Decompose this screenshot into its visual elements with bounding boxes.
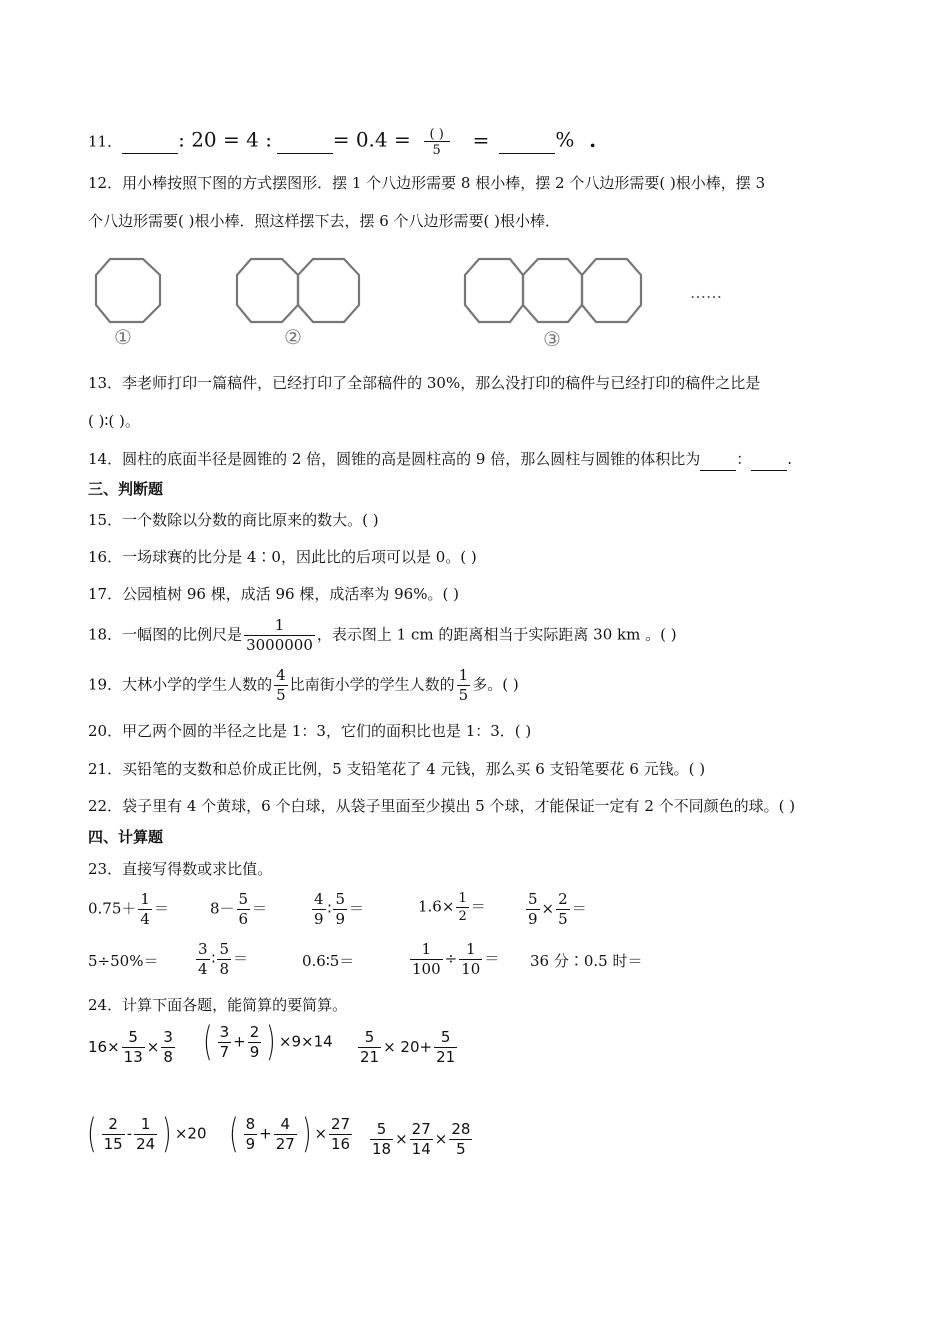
- figure-label-3: ③: [543, 327, 561, 351]
- q24-expr-4: ( $\frac{2}{15}$ - $\frac{1}{24}$ ) ×20: [87, 1111, 207, 1157]
- q11-eq: =: [472, 127, 490, 152]
- q23-item-10: 36 分∶0.5 时＝: [530, 952, 643, 970]
- q11-percent: %: [555, 127, 575, 152]
- figure-label-1: ①: [114, 325, 132, 349]
- blank: [499, 131, 555, 154]
- question-21: 21．买铅笔的支数和总价成正比例，5 支铅笔花了 4 元钱，那么买 6 支铅笔要花 6 元钱。( ): [88, 760, 706, 778]
- q23-item-6: 5÷50%＝: [88, 952, 159, 970]
- q24-title: 24．计算下面各题，能简算的要简算。: [88, 996, 348, 1014]
- q23-item-3: $\frac{4}{9}$ ∶ $\frac{5}{9}$ ＝: [314, 890, 365, 928]
- question-15: 15．一个数除以分数的商比原来的数大。( ): [88, 511, 379, 529]
- blank: [277, 131, 333, 154]
- q13-line2: ( )∶( )。: [88, 412, 140, 430]
- q23-item-5: $\frac{5}{9}$ × $\frac{2}{5}$ ＝: [528, 890, 587, 928]
- q23-item-4: 1.6× $\frac{1}{2}$ ＝: [418, 891, 486, 924]
- q19-pre: 19．大林小学的学生人数的: [88, 675, 273, 694]
- octagon-figures: [0, 250, 950, 355]
- q13-line1: 13．李老师打印一篇稿件，已经打印了全部稿件的 30%，那么没打印的稿件与已经打印的稿件之比是: [88, 374, 761, 392]
- q11-number: 11．: [88, 132, 123, 151]
- octagon-figure-1: [96, 259, 160, 322]
- q24-expr-1: 16× $\frac{5}{13}$ × $\frac{3}{8}$: [88, 1028, 173, 1066]
- q23-item-9: $\frac{1}{100}$ ÷ $\frac{1}{10}$ ＝: [412, 940, 500, 978]
- q23-item-1: 0.75＋ $\frac{1}{4}$ ＝: [88, 890, 169, 928]
- q12-line2: 个八边形需要( )根小棒．照这样摆下去，摆 6 个八边形需要( )根小棒．: [88, 212, 561, 230]
- figure-ellipsis: ……: [690, 283, 722, 302]
- octagon-figure-3: [465, 259, 641, 322]
- scale-fraction: $\frac{1}{3000000}$: [246, 616, 313, 654]
- blank: [700, 448, 736, 471]
- q11-dot: .: [589, 127, 597, 152]
- question-18: [88, 618, 677, 653]
- q19-mid: 比南街小学的学生人数的: [289, 675, 455, 694]
- q18-post: ，表示图上 1 cm 的距离相当于实际距离 30 km 。( ): [316, 625, 677, 644]
- section-calculation-heading: 四、计算题: [88, 828, 164, 846]
- q14-text: 14．圆柱的底面半径是圆锥的 2 倍，圆锥的高是圆柱高的 9 倍，那么圆柱与圆锥的体积比为: [88, 450, 701, 468]
- q23-item-8: 0.6∶5＝: [302, 952, 355, 970]
- question-16: 16．一场球赛的比分是 4∶0，因此比的后项可以是 0。( ): [88, 548, 477, 566]
- q23-item-2: 8－ $\frac{5}{6}$ ＝: [210, 890, 268, 928]
- q18-pre: 18．一幅图的比例尺是: [88, 625, 243, 644]
- q24-expr-2: ( $\frac{3}{7}$ + $\frac{2}{9}$ ) ×9×14: [203, 1019, 333, 1065]
- q24-expr-6: $\frac{5}{18}$ × $\frac{27}{14}$ × $\frac{28}{5}$: [372, 1120, 471, 1158]
- question-22: 22．袋子里有 4 个黄球，6 个白球，从袋子里面至少摸出 5 个球，才能保证一定有 2 个不同颜色的球。( ): [88, 797, 796, 815]
- q19-fraction-2: $\frac{1}{5}$: [458, 666, 469, 704]
- q14-sep: ：: [736, 450, 752, 468]
- q11-expr2: = 0.4 =: [332, 127, 411, 152]
- q24-expr-3: $\frac{5}{21}$ × 20+ $\frac{5}{21}$: [360, 1028, 456, 1066]
- q12-line1: 12．用小棒按照下图的方式摆图形．摆 1 个八边形需要 8 根小棒，摆 2 个八边形需要( )根小棒，摆 3: [88, 174, 766, 192]
- section-judgment-heading: 三、判断题: [88, 480, 164, 498]
- blank: [122, 131, 178, 154]
- question-11: [88, 128, 596, 157]
- q14-end: .: [787, 450, 793, 468]
- q19-post: 多。( ): [472, 675, 519, 694]
- octagon-figure-2: [237, 259, 359, 322]
- q23-title: 23．直接写得数或求比值。: [88, 860, 273, 878]
- question-17: 17．公园植树 96 棵，成活 96 棵，成活率为 96%。( ): [88, 585, 459, 603]
- question-19: [88, 668, 519, 703]
- question-20: 20．甲乙两个圆的半径之比是 1：3，它们的面积比也是 1：3．( ): [88, 722, 532, 740]
- q24-expr-5: ( $\frac{8}{9}$ + $\frac{4}{27}$ ) × $\frac{27}{16}$: [229, 1111, 351, 1157]
- q11-expr: : 20 = 4 :: [178, 127, 272, 152]
- blank: [751, 448, 787, 471]
- q23-item-7: $\frac{3}{4}$ ∶ $\frac{5}{8}$ ＝: [198, 940, 249, 978]
- figure-label-2: ②: [284, 325, 302, 349]
- question-14: [88, 448, 792, 471]
- q19-fraction-1: $\frac{4}{5}$: [276, 666, 286, 704]
- q11-fraction: ( ) 5: [424, 128, 450, 157]
